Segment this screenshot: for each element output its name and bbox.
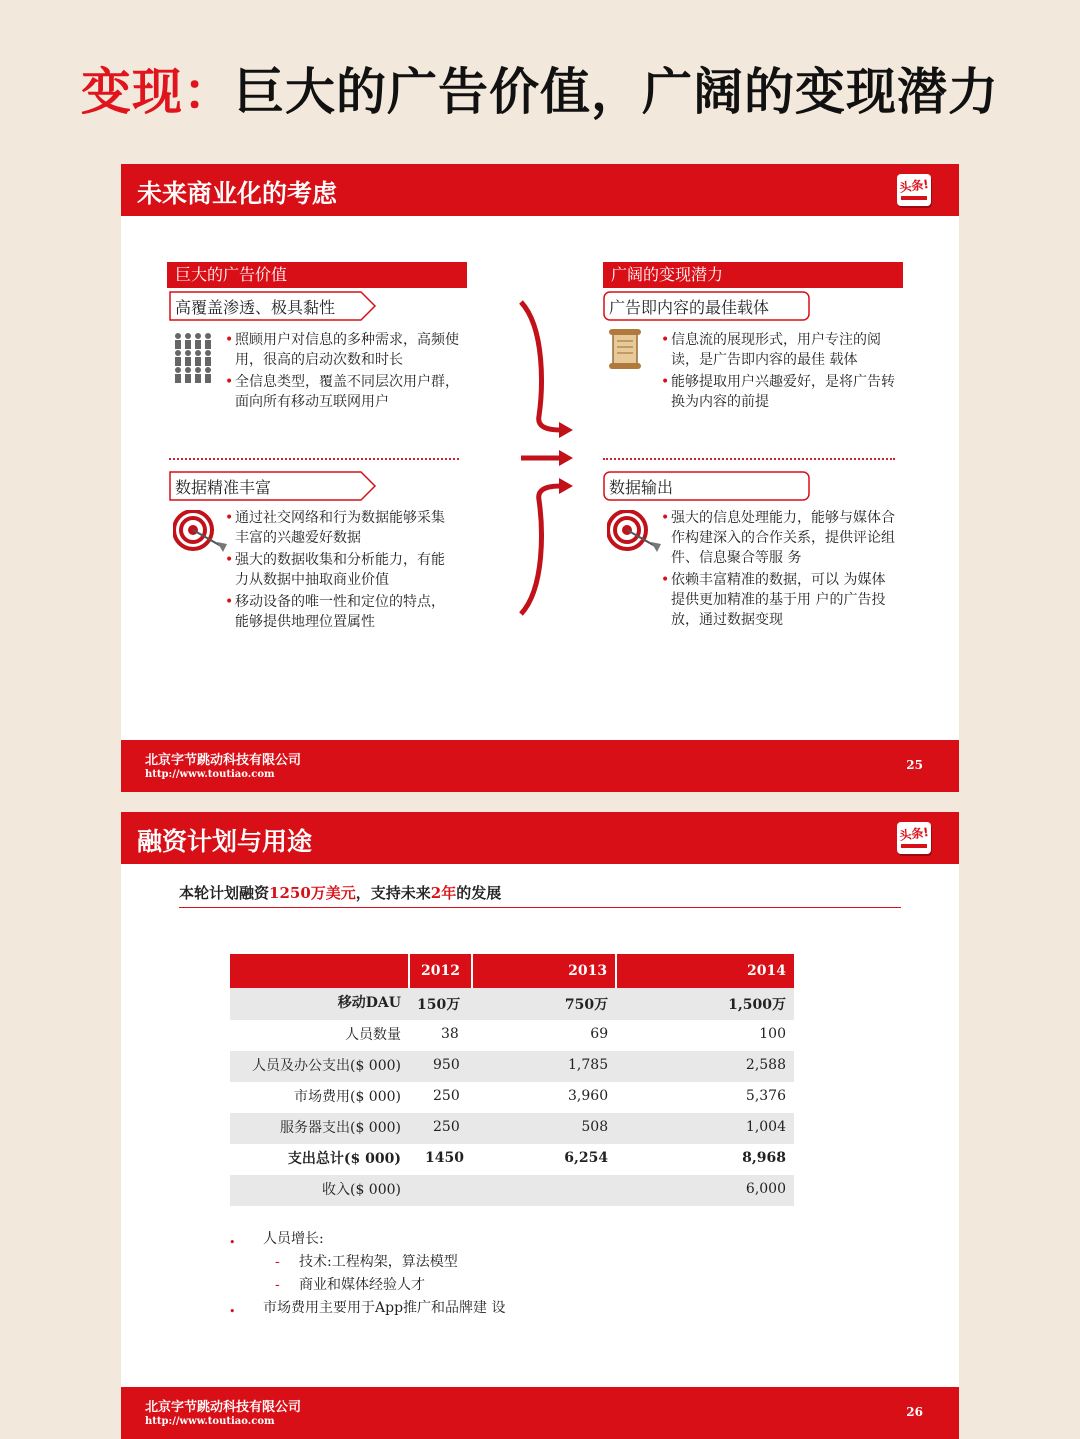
bullet-item: • 移动设备的唯一性和定位的特点，能够提供地理位置属性 <box>225 592 455 632</box>
bullet-item: • 照顾用户对信息的多种需求，高频使用，很高的启动次数和时长 <box>225 330 465 370</box>
bullet-item: • 信息流的展现形式，用户专注的阅读，是广告即内容的最佳 载体 <box>661 330 895 370</box>
cell-2012: 150万 <box>409 988 472 1020</box>
logo-text: 头条! <box>898 177 930 195</box>
row-label: 移动DAU <box>230 988 409 1020</box>
subtitle-amount: 1250万美元 <box>269 884 356 902</box>
bullet-item: • 强大的数据收集和分析能力，有能力从数据中抽取商业价值 <box>225 550 455 590</box>
row-label: 支出总计($ 000) <box>287 1151 401 1167</box>
note-subitem: - 商业和媒体经验人才 <box>229 1274 505 1297</box>
scroll-icon <box>607 327 643 375</box>
users-group-icon <box>173 332 215 388</box>
header-cell: 2014 <box>616 954 794 988</box>
footer-company: 北京字节跳动科技有限公司 <box>145 1400 302 1415</box>
cell-2012 <box>409 1175 472 1206</box>
cell-2012: 38 <box>441 1026 459 1042</box>
slide-financing-plan <box>121 812 959 1439</box>
cell-2014: 1,004 <box>616 1113 794 1144</box>
tag-label: 广告即内容的最佳载体 <box>609 298 770 317</box>
note-subitem: - 技术:工程构架，算法模型 <box>229 1251 505 1274</box>
footer-url: http://www.toutiao.com <box>145 1416 275 1427</box>
tag-label: 数据精准丰富 <box>175 478 272 497</box>
tag-data-rich <box>169 471 377 501</box>
subtitle-underline <box>179 907 901 908</box>
dotted-divider <box>603 458 895 460</box>
row-label: 市场费用($ 000) <box>293 1089 401 1105</box>
slide-footer <box>121 740 959 792</box>
slide-commercialization <box>121 164 959 792</box>
bullet-item: • 能够提取用户兴趣爱好，是将广告转换为内容的前提 <box>661 372 895 412</box>
cell-2013: 750万 <box>472 988 616 1020</box>
merge-arrows-icon <box>515 298 585 622</box>
page-number: 25 <box>906 758 923 772</box>
footer-url: http://www.toutiao.com <box>145 769 275 780</box>
subtitle-text: 本轮计划融资 <box>179 884 270 902</box>
subtitle-text: 的发展 <box>456 884 502 902</box>
financing-subtitle <box>179 882 501 903</box>
bullet-item: • 强大的信息处理能力，能够与媒体合作构建深入的合作关系，提供评论组件、信息聚合等服 务 <box>661 508 897 568</box>
bullet-item: • 通过社交网络和行为数据能够采集丰富的兴趣爱好数据 <box>225 508 455 548</box>
header-cell <box>230 954 409 988</box>
financial-table <box>230 954 794 1206</box>
cell-2013: 69 <box>590 1026 609 1042</box>
dotted-divider <box>169 458 459 460</box>
logo-text: 头条! <box>898 825 930 843</box>
slide-header <box>121 812 959 864</box>
bullet-item: • 全信息类型，覆盖不同层次用户群，面向所有移动互联网用户 <box>225 372 465 412</box>
bullets-data <box>225 508 455 634</box>
header-cell: 2012 <box>409 954 472 988</box>
table-row <box>230 1051 794 1082</box>
slide-header <box>121 164 959 216</box>
notes-list <box>229 1228 505 1320</box>
note-item: • 市场费用主要用于App推广和品牌建 设 <box>229 1297 505 1320</box>
section-monetization: 广阔的变现潜力 <box>603 262 903 288</box>
cell-2014: 1,500万 <box>616 988 794 1020</box>
table-header-row <box>230 954 794 988</box>
toutiao-logo-icon <box>897 822 931 854</box>
table-row <box>230 1082 794 1113</box>
cell-2013: 508 <box>472 1113 616 1144</box>
page-title <box>0 52 1080 124</box>
table-row <box>230 1175 794 1206</box>
cell-2014: 8,968 <box>742 1150 786 1166</box>
toutiao-logo-icon <box>897 174 931 206</box>
table-row <box>230 1020 794 1051</box>
bullets-coverage <box>225 330 465 414</box>
cell-2013: 6,254 <box>564 1150 609 1166</box>
cell-2012: 250 <box>409 1113 472 1144</box>
cell-2012: 250 <box>433 1088 460 1104</box>
slide-title: 未来商业化的考虑 <box>137 179 338 208</box>
cell-2014: 5,376 <box>745 1088 786 1104</box>
target-icon <box>607 510 663 560</box>
cell-2013: 1,785 <box>472 1051 616 1082</box>
section-ad-value: 巨大的广告价值 <box>167 262 467 288</box>
tag-high-coverage <box>169 291 377 321</box>
table-row <box>230 1113 794 1144</box>
cell-2012: 950 <box>409 1051 472 1082</box>
row-label: 收入($ 000) <box>230 1175 409 1206</box>
tag-label: 高覆盖渗透、极具黏性 <box>175 298 336 317</box>
cell-2014: 6,000 <box>616 1175 794 1206</box>
cell-2012: 1450 <box>425 1150 464 1166</box>
bullets-output <box>661 508 897 632</box>
table-row <box>230 1144 794 1175</box>
row-label: 服务器支出($ 000) <box>230 1113 409 1144</box>
bullet-item: • 依赖丰富精准的数据，可以 为媒体提供更加精准的基于用 户的广告投放，通过数据变现 <box>661 570 897 630</box>
table-row <box>230 988 794 1020</box>
footer-company: 北京字节跳动科技有限公司 <box>145 753 302 768</box>
header-cell: 2013 <box>472 954 616 988</box>
subtitle-years: 2年 <box>430 884 457 902</box>
note-item: • 人员增长: <box>229 1228 505 1251</box>
bullets-carrier <box>661 330 895 414</box>
tag-label: 数据输出 <box>609 478 674 497</box>
slide-footer <box>121 1387 959 1439</box>
row-label: 人员及办公支出($ 000) <box>230 1051 409 1082</box>
cell-2013: 3,960 <box>568 1088 609 1104</box>
page-title-rest: 巨大的广告价值，广阔的变现潜力 <box>234 63 999 121</box>
target-icon <box>173 510 229 560</box>
cell-2014: 100 <box>759 1026 786 1042</box>
row-label: 人员数量 <box>345 1027 401 1043</box>
cell-2014: 2,588 <box>616 1051 794 1082</box>
tag-data-output <box>603 471 813 501</box>
page-number: 26 <box>906 1405 923 1419</box>
cell-2013 <box>472 1175 616 1206</box>
page-title-accent: 变现： <box>81 63 234 121</box>
tag-ad-carrier <box>603 291 813 321</box>
subtitle-text: ，支持未来 <box>355 884 431 902</box>
slide-title: 融资计划与用途 <box>137 827 313 856</box>
